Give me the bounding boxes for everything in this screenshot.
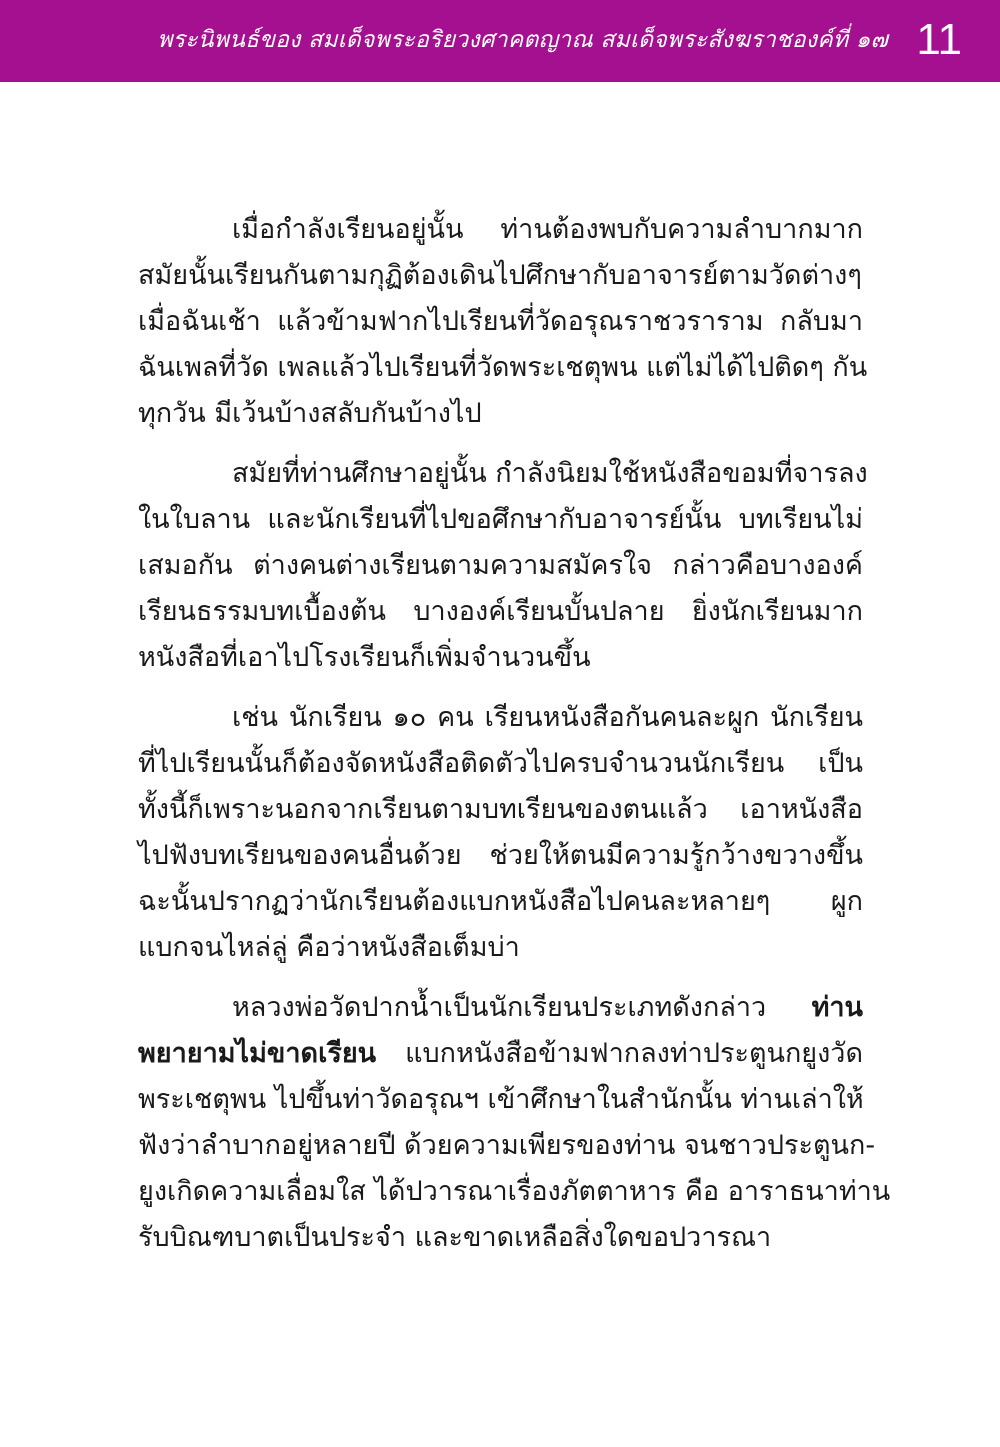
text-line: ที่ไปเรียนนั้นก็ต้องจัดหนังสือติดตัวไปครบจำนวนนักเรียน เป็น [138,748,863,779]
page-number: 11 [916,15,962,64]
text-line: หนังสือที่เอาไปโรงเรียนก็เพิ่มจำนวนขึ้น [138,642,591,673]
text-line: ไปฟังบทเรียนของคนอื่นด้วย ช่วยให้ตนมีความรู้กว้างขวางขึ้น [138,840,863,871]
paragraph-1 [138,207,868,437]
text-line: เมื่อกำลังเรียนอยู่นั้น ท่านต้องพบกับความลำบากมาก [232,214,863,245]
text-line: เมื่อฉันเช้า แล้วข้ามฟากไปเรียนที่วัดอรุณราชวราราม กลับมา [138,306,863,337]
text-line: เรียนธรรมบทเบื้องต้น บางองค์เรียนบั้นปลาย ยิ่งนักเรียนมาก [138,596,863,627]
text-line: สมัยที่ท่านศึกษาอยู่นั้น กำลังนิยมใช้หนังสือขอมที่จารลง [232,458,868,489]
text-line: เสมอกัน ต่างคนต่างเรียนตามความสมัครใจ กล่าวคือบางองค์ [138,550,863,581]
text-line: ในใบลาน และนักเรียนที่ไปขอศึกษากับอาจารย์นั้น บทเรียนไม่ [138,504,863,535]
text-line: รับบิณฑบาตเป็นประจำ และขาดเหลือสิ่งใดขอปวารณา [138,1222,772,1253]
paragraph-3 [138,695,863,971]
text-line: แบกจนไหล่ลู่ คือว่าหนังสือเต็มบ่า [138,932,520,963]
text-segment: แบกหนังสือข้ามฟากลงท่าประตูนกยูงวัด [405,1038,863,1069]
text-line: พระเชตุพน ไปขึ้นท่าวัดอรุณฯ เข้าศึกษาในสำนักนั้น ท่านเล่าให้ [138,1084,864,1115]
text-line [138,1031,863,1077]
text-line: ฟังว่าลำบากอยู่หลายปี ด้วยความเพียรของท่าน จนชาวประตูนก- [138,1130,876,1161]
text-segment: หลวงพ่อวัดปากน้ำเป็นนักเรียนประเภทดังกล่าว [232,992,767,1023]
paragraph-2 [138,451,868,681]
text-line: สมัยนั้นเรียนกันตามกุฏิต้องเดินไปศึกษากับอาจารย์ตามวัดต่างๆ [138,260,862,291]
text-line [138,985,863,1031]
text-line: ฉันเพลที่วัด เพลแล้วไปเรียนที่วัดพระเชตุพน แต่ไม่ได้ไปติดๆ กัน [138,352,868,383]
running-header-title: พระนิพนธ์ของ สมเด็จพระอริยวงศาคตญาณ สมเด็จพระสังฆราชองค์ที่ ๑๗ [157,27,888,53]
bold-text: ท่าน [811,992,863,1023]
text-line: ยูงเกิดความเลื่อมใส ได้ปวารณาเรื่องภัตตาหาร คือ อาราธนาท่าน [138,1176,891,1207]
bold-text: พยายามไม่ขาดเรียน [138,1038,377,1069]
text-line: ทุกวัน มีเว้นบ้างสลับกันบ้างไป [138,398,482,429]
text-line: ทั้งนี้ก็เพราะนอกจากเรียนตามบทเรียนของตนแล้ว เอาหนังสือ [138,794,863,825]
text-line: ฉะนั้นปรากฏว่านักเรียนต้องแบกหนังสือไปคนละหลายๆ ผูก [138,886,863,917]
header-bar [0,0,1000,82]
page-body [138,207,891,1275]
text-line: เช่น นักเรียน ๑๐ คน เรียนหนังสือกันคนละผูก นักเรียน [232,702,863,733]
paragraph-4 [138,985,891,1261]
